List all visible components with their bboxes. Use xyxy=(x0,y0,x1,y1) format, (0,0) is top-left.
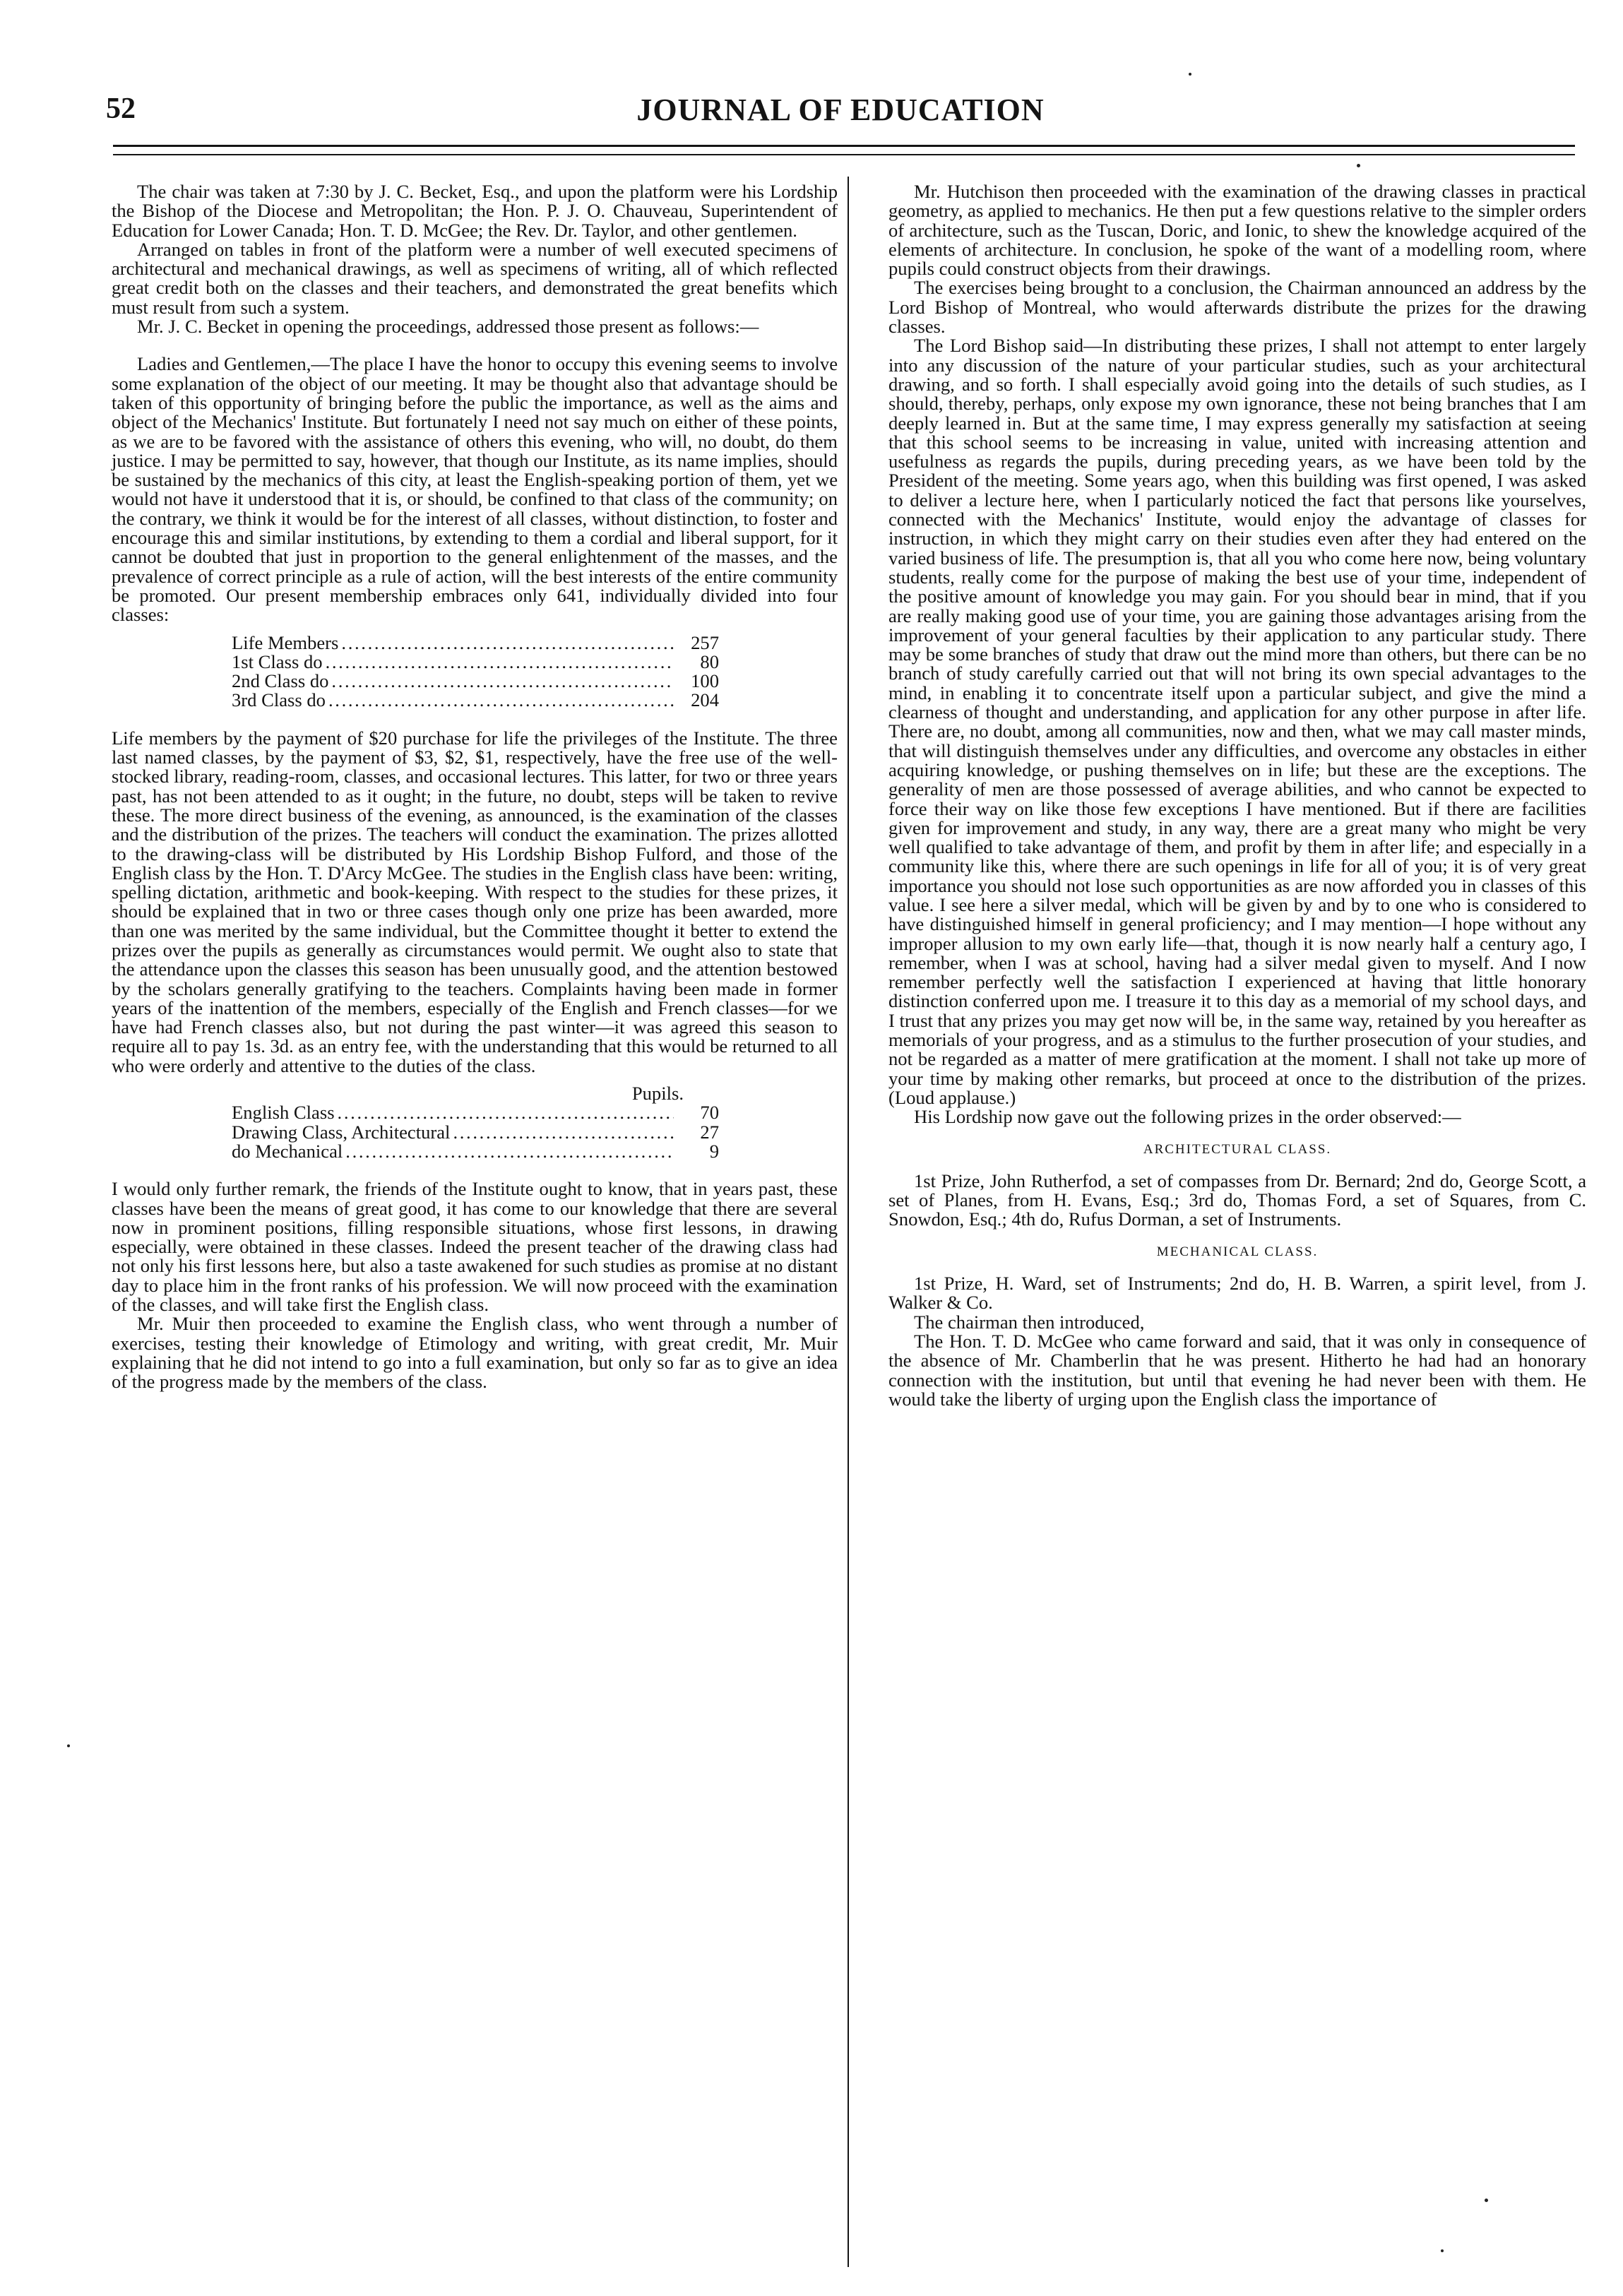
paragraph-mcgee: The Hon. T. D. McGee who came forward and said, that it was only in consequence of the absence of Mr. Chamberlin that he was present. Hitherto he had had an honorary connection with the institution, but until that evening he had never been with them. He would take the liberty of urging upon the English class the importance of xyxy=(888,1330,1586,1410)
print-speck xyxy=(67,1744,70,1747)
print-speck xyxy=(1441,2249,1444,2252)
paragraph-chairman-introduced: The chairman then introduced, xyxy=(914,1311,1145,1333)
paragraph-architectural-prizes: 1st Prize, John Rutherfod, a set of compasses from Dr. Bernard; 2nd do, George Scott, a set of Planes, from H. Evans, Esq.; 3rd do, Thomas Ford, a set of Squares, from C. Snowdon, Esq.; 4th do, Rufus Dorman, a set of Instruments. xyxy=(888,1170,1586,1230)
print-speck xyxy=(1189,73,1191,76)
pupils-table xyxy=(232,1103,719,1161)
architectural-class-heading: ARCHITECTURAL CLASS. xyxy=(1143,1141,1332,1157)
pupils-row xyxy=(232,1123,719,1142)
paragraph-chairman-announces: The exercises being brought to a conclusion, the Chairman announced an address by the Lord Bishop of Montreal, who would afterwards distribute the prizes for the drawing classes. xyxy=(888,277,1586,338)
membership-row xyxy=(232,672,719,691)
membership-table xyxy=(232,631,719,711)
pupils-count: 70 xyxy=(700,1102,719,1124)
pupils-header: Pupils. xyxy=(631,1083,684,1105)
pupils-count: 27 xyxy=(700,1121,719,1143)
membership-label: 1st Class do xyxy=(232,650,323,672)
membership-row xyxy=(232,631,719,653)
right-column xyxy=(888,182,1586,1409)
left-column xyxy=(112,182,838,1392)
journal-title: JOURNAL OF EDUCATION xyxy=(636,93,1045,127)
paragraph-further-remark: I would only further remark, the friends of the Institute ought to know, that in years past, these classes have been the means of great good, it has come to our knowledge that there are several now in prominent positions, filling responsible situations, whose first lessons, in drawing especially, were obtained in these classes. Indeed the present teacher of the drawing class had not only his first lessons here, but also a taste awakened for such studies as promise at no distant day to place him in the front ranks of his profession. We will now proceed with the examination of the classes, and will take first the English class. xyxy=(112,1178,838,1316)
paragraph-becket-address: Ladies and Gentlemen,—The place I have the honor to occupy this evening seems to involve some explanation of the object of our meeting. It may be thought also that advantage should be taken of this opportunity of bringing before the public the importance, as well as the aims and object of the Mechanics' Institute. But fortunately I need not say much on either of these points, as we are to be favored with the assistance of others this evening, who will, no doubt, do them justice. I may be permitted to say, however, that though our Institute, as its name implies, should be sustained by the mechanics of this city, at least the English-speaking portion of them, yet we would not have it understood that it is, or should, be confined to that class of the community; on the contrary, we think it would be for the interest of all classes, without distinction, to foster and encourage this and similar institutions, by extending to them a cordial and liberal support, for it cannot be doubted that just in proportion to the general enlightenment of the masses, and the prevalence of correct principle as a rule of action, will the best interests of the entire community be promoted. Our present membership embraces only 641, individually divided into four classes: xyxy=(112,353,838,626)
membership-row xyxy=(232,650,719,672)
paragraph-mechanical-prizes: 1st Prize, H. Ward, set of Instruments; 2nd do, H. B. Warren, a spirit level, from J. Walker & Co. xyxy=(888,1273,1586,1314)
membership-label: 2nd Class do xyxy=(232,670,329,692)
paragraph-becket-intro: Mr. J. C. Becket in opening the proceedings, addressed those present as follows:— xyxy=(137,316,759,338)
paragraph-hutchison: Mr. Hutchison then proceeded with the examination of the drawing classes in practical geometry, as applied to mechanics. He then put a few questions relative to the simpler orders of architecture, such as the Tuscan, Doric, and Ionic, to shew the knowledge acquired of the elements of architecture. In conclusion, he spoke of the want of a modelling room, where pupils could construct objects from their drawings. xyxy=(888,181,1586,280)
mechanical-class-heading: MECHANICAL CLASS. xyxy=(1156,1244,1319,1259)
membership-count: 204 xyxy=(691,689,719,711)
pupils-row xyxy=(232,1142,719,1161)
membership-count: 100 xyxy=(691,670,719,692)
paragraph-chair: The chair was taken at 7:30 by J. C. Becket, Esq., and upon the platform were his Lordship the Bishop of the Diocese and Metropolitan; the Hon. P. J. O. Chauveau, Superintendent of Education for Lower Canada; Hon. T. D. McGee; the Rev. Dr. Taylor, and other gentlemen. xyxy=(112,181,838,241)
pupils-row xyxy=(232,1103,719,1122)
membership-label: 3rd Class do xyxy=(232,689,326,711)
pupils-label: Drawing Class, Architectural xyxy=(232,1121,451,1143)
pupils-count: 9 xyxy=(709,1140,719,1162)
paragraph-prizes-intro: His Lordship now gave out the following prizes in the order observed:— xyxy=(914,1106,1461,1128)
membership-label: Life Members xyxy=(232,631,339,653)
paragraph-bishop-address: The Lord Bishop said—In distributing these prizes, I shall not attempt to enter largely into any discussion of the nature of your particular studies, such as your architectural drawing, and so forth. I shall especially avoid going into the details of such studies, as I should, thereby, perhaps, only expose my own ignorance, these not being branches that I am deeply learned in. But at the same time, I may express generally my satisfaction at seeing that this school seems to be increasing in value, united with increasing attention and usefulness as regards the pupils, during preceding years, as we have been told by the President of the meeting. Some years ago, when this building was first opened, I was asked to deliver a lecture here, when I particularly noticed the fact that persons like yourselves, connected with the Mechanics' Institute, would enjoy the advantage of classes for instruction, in which they might carry on their studies even after they had entered on the varied business of life. The presumption is, that all you who come here now, being voluntary students, really come for the purpose of making the best use of your time, independent of the positive amount of knowledge you may gain. For you should bear in mind, that if you are really making good use of your time, you are gaining those advantages arising from the improvement of your general faculties by their application to any particular study. There may be some branches of study that draw out the mind more than others, but there can be no branch of study carefully carried out that will not bring its own special advantages to the mind, in enabling it to concentrate itself upon a particular subject, and give the mind a clearness of thought and understanding, and application for any other purpose in after life. There are, no doubt, among all communities, now and then, what we may call master minds, that will distinguish themselves under any difficulties, and overcome any obstacles in either acquiring knowledge, or pushing themselves on in life; but these are the exceptions. The generality of men are those possessed of average abilities, and who cannot be expected to force their way on like those few exceptions I have mentioned. But if there are facilities given for improvement and study, in any way, there are a great many who might be very well qualified to take advantage of them, and profit by them in after life; and especially in a community like this, where there are such openings in life for all of you; it is of very great importance you should not lose such opportunities as are now afforded you in classes of this value. I see here a silver medal, which will be given by and by to one who is considered to have distinguished himself in general proficiency; and I may mention—I hope without any improper allusion to my own early life—that, though it is now nearly half a century ago, I remember, when I was at school, having had a silver medal given to myself. And I now remember perfectly well the satisfaction I experienced at having that little honorary distinction conferred upon me. I treasure it to this day as a memorial of my school days, and I trust that any prizes you may get now will be, in the same way, retained by you hereafter as memorials of your progress, and as a stimulus to the further prosecution of your studies, and not be regarded as a matter of mere gratification at the moment. I shall not take up more of your time by making other remarks, but proceed at once to the distribution of the prizes. (Loud applause.) xyxy=(888,335,1586,1108)
column-divider xyxy=(848,177,849,2267)
pupils-label: English Class xyxy=(232,1102,335,1124)
print-speck xyxy=(1357,164,1360,167)
paragraph-specimens: Arranged on tables in front of the platform were a number of well executed specimens of architectural and mechanical drawings, as well as specimens of writing, all of which reflected great credit both on the classes and their teachers, and demonstrated the great benefits which must result from such a system. xyxy=(112,238,838,318)
membership-count: 257 xyxy=(691,631,719,653)
page-header xyxy=(106,92,1575,127)
paragraph-life-members: Life members by the payment of $20 purchase for life the privileges of the Institute. The three last named classes, by the payment of $3, $2, $1, respectively, have the free use of the well-stocked library, reading-room, classes, and occasional lectures. This latter, for two or three years past, has not been attended to as it ought; in the future, no doubt, steps will be taken to revive these. The more direct business of the evening, as announced, is the examination of the classes and the distribution of the prizes. The teachers will conduct the examination. The prizes allotted to the drawing-class will be distributed by His Lordship Bishop Fulford, and those of the English class by the Hon. T. D'Arcy McGee. The studies in the English class have been: writing, spelling dictation, arithmetic and book-keeping. With respect to the studies for these prizes, it should be explained that in two or three cases though only one prize has been awarded, more than one was merited by the same individual, but the Committee thought it better to extend the prizes over the pupils as generally as circumstances would permit. We ought also to state that the attendance upon the classes this season has been unusually good, and the attention bestowed by the scholars generally gratifying to the teachers. Complaints having been made in former years of the inattention of the members, especially of the English and French classes—for we have had French classes also, but not during the past winter—it was agreed this season to require all to pay 1s. 3d. as an entry fee, with the understanding that this would be returned to all who were orderly and attentive to the duties of the class. xyxy=(112,727,838,1076)
header-rule-thick xyxy=(113,145,1575,147)
pupils-label: do Mechanical xyxy=(232,1140,343,1162)
header-rule-thin xyxy=(113,154,1575,155)
membership-count: 80 xyxy=(700,650,719,672)
page-number: 52 xyxy=(106,93,136,125)
paragraph-muir: Mr. Muir then proceeded to examine the English class, who went through a number of exercises, testing their knowledge of Etimology and writing, with great credit, Mr. Muir explaining that he did not intend to go into a full examination, but only so far as to give an idea of the progress made by the members of the class. xyxy=(112,1313,838,1393)
print-speck xyxy=(1485,2199,1488,2202)
membership-row xyxy=(232,691,719,710)
